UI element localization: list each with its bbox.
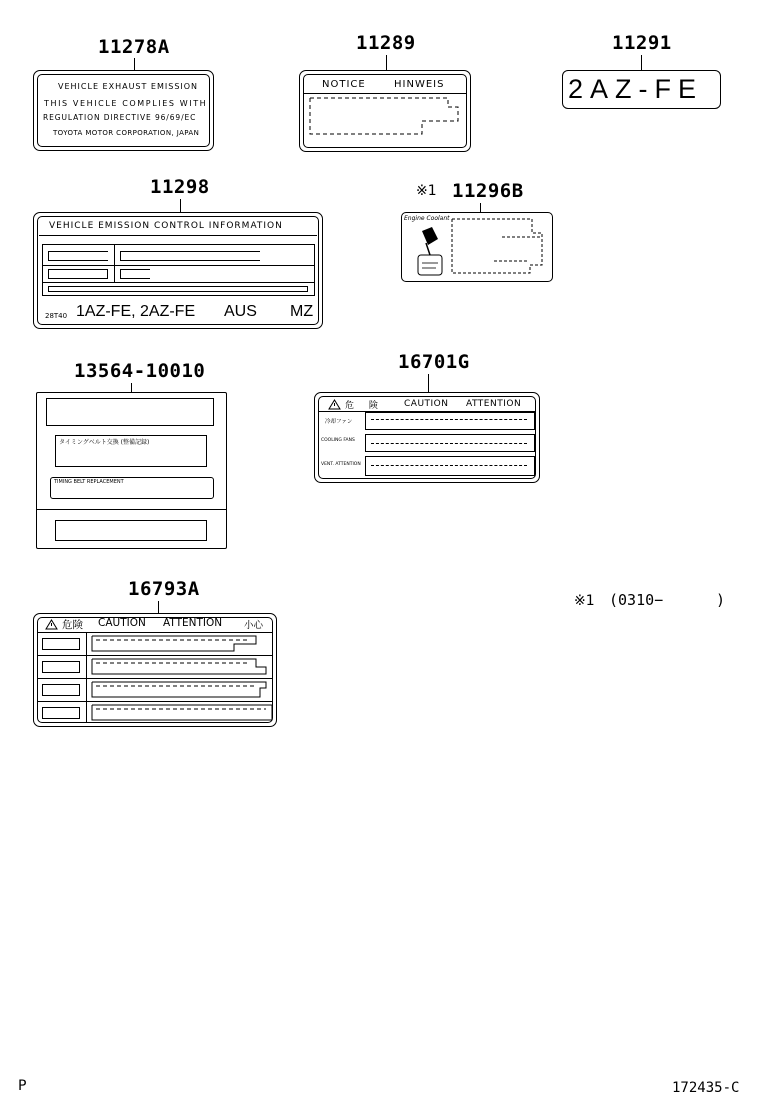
label-line-4: TOYOTA MOTOR CORPORATION, JAPAN bbox=[53, 129, 200, 137]
dashed-line bbox=[371, 465, 527, 466]
blank-area-outline bbox=[402, 213, 554, 283]
notice-text: NOTICE bbox=[322, 79, 366, 90]
divider bbox=[39, 235, 317, 236]
part-number-16793A: 16793A bbox=[128, 578, 200, 600]
divider bbox=[42, 265, 315, 266]
value-box bbox=[55, 520, 207, 541]
label-11278A bbox=[33, 70, 214, 151]
region-code: AUS bbox=[224, 303, 257, 320]
divider bbox=[42, 282, 315, 283]
leader-line bbox=[158, 601, 159, 613]
warning-triangle-icon bbox=[328, 399, 341, 410]
blank-area-outline bbox=[300, 71, 472, 153]
label-11296B bbox=[401, 212, 553, 282]
row-label-vent: VENT. ATTENTION bbox=[321, 462, 361, 467]
value-box bbox=[48, 269, 108, 279]
label-line-3: REGULATION DIRECTIVE 96/69/EC bbox=[43, 113, 197, 122]
dashed-line bbox=[371, 419, 527, 420]
leader-line bbox=[428, 374, 429, 392]
dashed-line bbox=[371, 443, 527, 444]
kiken-text: 危険 bbox=[62, 619, 83, 631]
divider bbox=[37, 509, 226, 510]
emission-header-text: VEHICLE EMISSION CONTROL INFORMATION bbox=[49, 221, 283, 231]
row-box bbox=[365, 412, 535, 430]
label-16701G bbox=[314, 392, 540, 483]
page-corner-left: P bbox=[18, 1078, 27, 1094]
row-outlines bbox=[34, 614, 278, 728]
leader-line bbox=[180, 199, 181, 212]
attention-text: ATTENTION bbox=[163, 617, 223, 629]
row-label-fan: 冷却ファン bbox=[325, 419, 353, 425]
caution-text: CAUTION bbox=[404, 399, 449, 409]
label-11289 bbox=[299, 70, 471, 152]
row-box bbox=[365, 456, 535, 476]
leader-line bbox=[641, 55, 642, 70]
footnote-mark: ※1 bbox=[416, 183, 437, 199]
value-box bbox=[120, 269, 150, 279]
leader-line bbox=[131, 383, 132, 392]
coolant-title: Engine Coolant bbox=[404, 215, 450, 222]
value-box bbox=[46, 398, 214, 426]
footnote-range: (0310− bbox=[609, 591, 664, 609]
value-box bbox=[120, 251, 260, 261]
label-code: 28T40 bbox=[45, 312, 68, 320]
part-number-11296B: 11296B bbox=[452, 180, 524, 202]
hinweis-text: HINWEIS bbox=[394, 79, 445, 90]
value-box bbox=[48, 286, 308, 292]
part-number-16701G: 16701G bbox=[398, 351, 470, 373]
footnote-close: ) bbox=[716, 591, 726, 609]
leader-line bbox=[386, 55, 387, 70]
row-label-cooling: COOLING FANS bbox=[321, 438, 355, 443]
leader-line bbox=[134, 58, 135, 70]
part-number-11298: 11298 bbox=[150, 176, 210, 198]
part-number-11278A: 11278A bbox=[98, 36, 170, 58]
xiaoxin-text: 小心 bbox=[244, 620, 264, 631]
leader-line bbox=[480, 203, 481, 212]
label-16793A bbox=[33, 613, 277, 727]
attention-text: ATTENTION bbox=[466, 399, 522, 409]
divider bbox=[114, 244, 115, 282]
label-line-1: VEHICLE EXHAUST EMISSION bbox=[58, 82, 199, 91]
part-number-11291: 11291 bbox=[612, 32, 672, 54]
timing-belt-jp-text: タイミングベルト交換 (整備記録) bbox=[59, 439, 150, 446]
model-suffix: MZ bbox=[290, 303, 314, 320]
timing-belt-en-text: TIMING BELT REPLACEMENT bbox=[54, 479, 124, 485]
label-11291 bbox=[562, 70, 721, 109]
footnote-mark: ※1 bbox=[574, 593, 595, 609]
engine-models: 1AZ-FE, 2AZ-FE bbox=[76, 303, 196, 320]
label-line-2: THIS VEHICLE COMPLIES WITH bbox=[44, 99, 208, 108]
label-13564-10010 bbox=[36, 392, 227, 549]
caution-text: CAUTION bbox=[98, 617, 146, 629]
part-number-11289: 11289 bbox=[356, 32, 416, 54]
kiken-text: 危 険 bbox=[345, 401, 384, 411]
value-box bbox=[48, 251, 108, 261]
part-number-13564-10010: 13564-10010 bbox=[74, 360, 206, 382]
engine-code-text: 2AZ-FE bbox=[568, 74, 704, 104]
label-11298 bbox=[33, 212, 323, 329]
figure-code: 172435-C bbox=[672, 1080, 740, 1096]
